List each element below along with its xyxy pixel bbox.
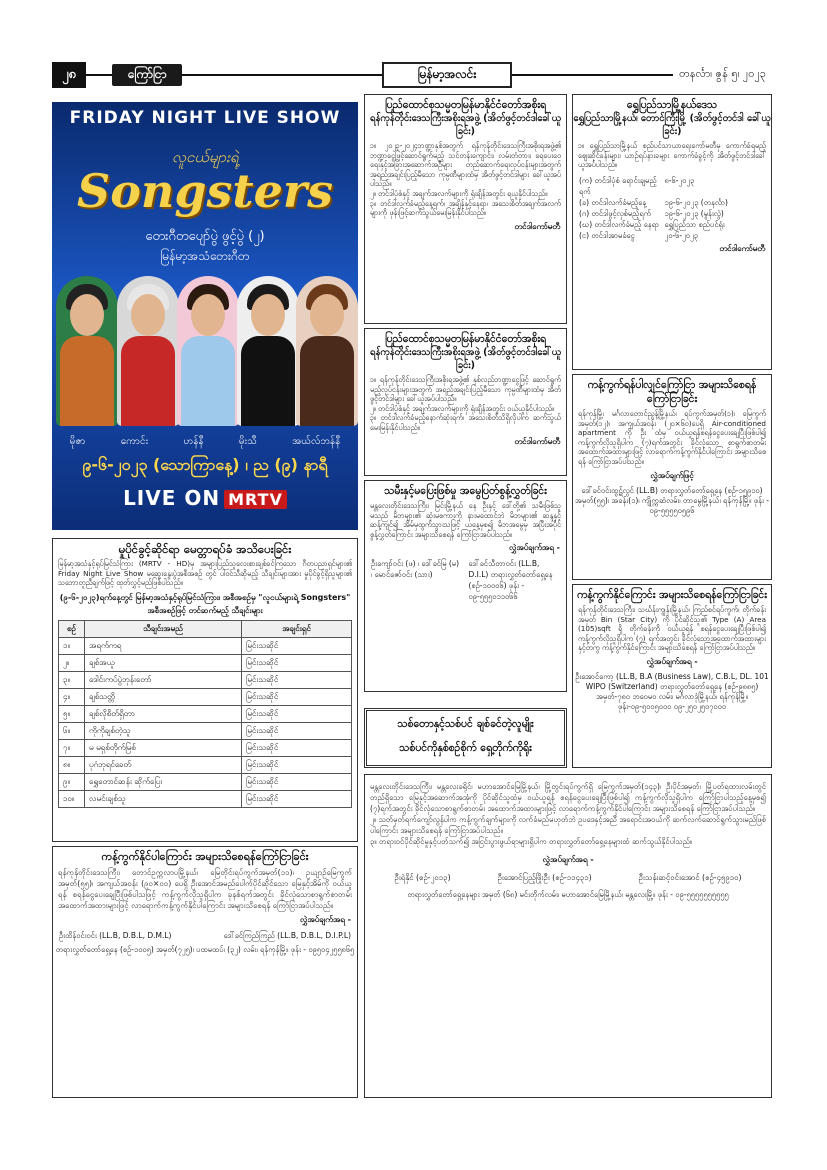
lawyer-signature: ဦးအောင်ပြည့်ဖြိုးဦး (စဉ်-၁၁၄၃၁) <box>497 873 592 882</box>
tender-schedule <box>573 173 771 243</box>
notice-signature: တင်ဒါကော်မတီ <box>719 243 765 253</box>
page-number: ၂၈ <box>52 62 86 88</box>
owner: မြင်းသဆိုင် <box>242 671 352 688</box>
singer-photo <box>56 276 118 426</box>
left-bottom-notice <box>52 846 358 1098</box>
col-header: သီချင်းအမည် <box>85 620 242 637</box>
notice-table-caption: (၉-၆-၂၀၂၃)ရက်နေ့တွင် မြန်မာ့အသံနှင့်ရုပ်မြင်သံကြား၊ အစီအစဉ်မှ "လူငယ်များရဲ့ Songsters" အစီအစဉ်ဖြင့် တင်ဆက်မည့် သီချင်းများ <box>59 592 351 615</box>
notice-body: မန္တလေးတိုင်းဒေသကြီး၊ မန္တလေးခရိုင်၊ မဟာအောင်မြေမြို့နယ်၊ မြို့တွင်းရပ်ကွက်ရှိ မြေကွက်အမှတ်(၁၄၃)၊ ဦးပိုင်အမှတ်၊ မြို့ပတ်ရထားလမ်းတွင်တည်ရှိသော မြေနှင့်အဆောက်အအုံကို ပိုင်ဆိုင်သူထံမှ ဝယ်ယူရန် စရန်ငွေပေးချေပြီးဖြစ်ပါ၍ ကန့်ကွက်လိုသူရှိပါက ကြော်ငြာပါသည့်နေ့မှစ၍ (၇)ရက်အတွင်း ခိုင်လုံသောစာရွက်စာတမ်း အထောက်အထားများဖြင့် လာရောက်ကန့်ကွက်နိုင်ပါကြောင်း အများသိစေရန် ကြော်ငြာအပ်ပါသည်။ ၂။ သတ်မှတ်ရက်ကျော်လွန်ပါက ကန့်ကွက်ချက်များကို လက်ခံမည်မဟုတ်ဘဲ ဥပဒေနှင့်အညီ အရောင်းအဝယ်ကို ဆက်လက်ဆောင်ရွက်သွားမည်ဖြစ်ပါကြောင်း အများသိစေရန် ကြော်ငြာအပ်ပါသည်။ ၃။ တရားဝင်ပိုင်ဆိုင်မှုနှင့်ပတ်သက်၍ အငြင်းပွားဖွယ်ရာများရှိပါက တရားလွှတ်တော်ရှေ့နေများထံ ဆက်သွယ်နိုင်ပါသည်။ <box>370 782 766 846</box>
lawyer-label: လွှဲအပ်ချက်အရ - <box>299 915 351 924</box>
schedule-value: ရွှေပြည်သာ စည်ပင်ရုံး <box>664 219 725 229</box>
section-label: ကြော်ငြာ <box>112 64 182 86</box>
table-row <box>59 637 352 654</box>
singer-photo <box>296 276 358 426</box>
right-tender <box>572 94 772 370</box>
poster-live-on <box>52 486 358 510</box>
bottom-wide-notice <box>364 774 772 1098</box>
lawyer-label: လွှဲအပ်ချက်ဖြင့် <box>650 470 694 480</box>
lawyer-address: တရားလွှတ်တော်ရှေ့နေ (စဉ်-၁၀၀၅) အမှတ်(၇၂၅)၊ ပထမထပ်၊ (၃၂) လမ်း၊ ရန်ကုန်မြို့။ ဖုန်း - ၀၉၅၀၄၂၅၅၈၆၅ <box>55 945 355 954</box>
song-title: ချစ်သတ္တိ <box>85 688 242 705</box>
lawyer-details: ဦးအောင်ကော့ (LL.B, B.A (Business Law), C.B.L, DL. 101 WIPO (Switzerland) တရားလွှတ်တော်ရှေ့နေ (စဉ်-၉၈၈၅) အမှတ်-၇၈၀ ဘဝေမဝ လမ်း၊ မင်္ဂလာဒုံမြို့နယ်၊ ရန်ကုန်မြို့။ ဖုန်း-၀၉-၅၀၀၅၀၀၀ ၀၉-၂၅၀၂၅၀၇၀၀၀ <box>575 671 769 711</box>
lawyer-details: ဒေါ်ခင်ဝင်းထွဋ်လွင် (LL.B) တရားလွှတ်တော်ရှေ့နေ (စဉ်-၁၅၉၁၀) အမှတ်(၅၅)၊ အခန်း(၁)၊ ကျိုက္ကဆံလမ်း၊ တာမွေမြို့နယ်၊ ရန်ကုန်မြို့။ ဖုန်း - ၀၉-၅၅၅၅၀၅၉၆ <box>575 485 769 515</box>
right-objection-1 <box>572 374 772 580</box>
song-title: ကိုကိုချစ်တဲ့သူ <box>85 722 242 739</box>
table-row <box>59 756 352 773</box>
table-row <box>59 688 352 705</box>
owner: မြင်းသဆိုင် <box>242 773 352 790</box>
notice-body: ၁။ ၂၀၂၃-၂၀၂၄ဘဏ္ဍာနှစ်အတွက် ရန်ကုန်တိုင်းဒေသကြီးအစိုးရအဖွဲ့၏ ဘဏ္ဍာငွေဖြင့်ဆောင်ရွက်မည့် သင်တန်းကျောင်း၊ လမ်းတံတား၊ ရေပေးဝေရေးနှင့်အခြားအဆောက်အဦများ တည်ဆောက်ရေးလုပ်ငန်းများအတွက် အရည်အချင်းပြည့်မီသော ကုမ္ပဏီများထံမှ အိတ်ဖွင့်တင်ဒါများ ခေါ်ယူအပ်ပါသည်။ ၂။ တင်ဒါပုံစံနှင့် အချက်အလက်များကို ရုံးချိန်အတွင်း ရယူနိုင်ပါသည်။ ၃။ တင်ဒါလက်ခံမည့်နေ့ရက်၊ အချိန်နှင့်နေရာ၊ အသေးစိတ်အချက်အလက်များကို ဖုန်းဖြင့်ဆက်သွယ်မေးမြန်းနိုင်ပါသည်။ <box>370 141 561 218</box>
concert-poster <box>52 102 358 530</box>
notice-title: ပြည်ထောင်စုသမ္မတမြန်မာနိုင်ငံတော်အစိုးရ <box>384 99 547 111</box>
col-header: စဉ် <box>59 620 85 637</box>
lawyer-label: လွှဲအပ်ချက်အရ - <box>508 543 560 553</box>
notice-title: ကန့်ကွက်နိုင်ကြောင်း အများသိစေရန်ကြော်ငြာခြင်း <box>577 589 767 601</box>
poster-brand: Songsters <box>76 164 334 218</box>
lawyer-signature: ဦးရဲနိုင် (စဉ်-၂၀၁၃) <box>394 873 451 882</box>
schedule-value: ၁၉-၆-၂၀၂၃ (မွန်းလွဲ) <box>664 208 724 218</box>
singer-names <box>52 434 358 449</box>
slogan-box <box>364 708 567 768</box>
notice-body: မြန်မာ့အသံနှင့်ရုပ်မြင်သံကြား (MRTV - HD)မှ အများပြည်သူလေးစားချစ်ခင်ကြသော ဂီတပညာရှင်များ၏ Friday Night Live Show မဆွေးနွေးပွဲအစီအစဉ် တွင် ပါဝင်သီဆိုမည့် သီချင်းများအား မှုပိုင်ခွင့်ရှိသူများ၏ သဘောတူညီချက်ဖြင့် ထုတ်လွှင့်မည်ဖြစ်ပါသည်။ <box>58 559 352 588</box>
notice-body: ရန်ကုန်တိုင်းဒေသကြီး၊ သင်္ဃန်းကျွန်းမြို့နယ်၊ ကြည်စင်ရပ်ကွက်၊ တိုက်ခန်းအမှတ် Bin (Star City) ကို ပိုင်ဆိုင်သူ၏ Type (A) Area (105)sqft ရှိ တိုက်ခန်းကို ဝယ်ယူရန် စရန်ငွေပေးချေပြီးဖြစ်ပါ၍ ကန့်ကွက်လိုသူရှိပါက (၇) ရက်အတွင်း ခိုင်လုံသောအထောက်အထားများနှင့်တကွ ကန့်ကွက်နိုင်ကြောင်း အများသိစေရန် ကြော်ငြာအပ်ပါသည်။ <box>578 605 766 653</box>
notice-body: ရန်ကုန်မြို့၊ မင်္ဂလာတောင်ညွန့်မြို့နယ်၊ ရပ်ကွက်အမှတ်(၁)၊ မြေကွက်အမှတ်(၁၂)၊ အကျယ်အဝန်း (၂၀×၆၀)ပေရှိ Air-conditioned apartment ကို ဦး ထံမှ ဝယ်ယူရန်စရန်ငွေပေးချေပြီးဖြစ်ပါ၍ ကန့်ကွက်လိုသူရှိပါက (၇)ရက်အတွင်း ခိုင်လုံသော စာရွက်စာတမ်းအထောက်အထားများဖြင့် လာရောက်ကန့်ကွက်နိုင်ပါကြောင်း အများသိစေရန် ကြော်ငြာအပ်ပါသည်။ <box>578 409 766 466</box>
center-disinherit <box>364 480 567 692</box>
row-number: ၆။ <box>59 722 85 739</box>
office-address: တရားလွှတ်တော်ရှေ့နေများ အမှတ် (၆၈) မင်းတိုက်လမ်း၊ မဟာအောင်မြေမြို့နယ်၊ မန္တလေးမြို့။ ဖုန်း - ၀၉-၅၅၅၅၅၅၅၅၅၅ <box>407 890 729 899</box>
row-number: ၈။ <box>59 756 85 773</box>
poster-subtitle: တေးဂီတပျော်ပွဲ ဖွင့်ပွဲ (၂) <box>145 229 265 244</box>
table-row <box>59 773 352 790</box>
schedule-label: (ဃ) တင်ဒါလက်ခံမည့် နေရာ <box>579 219 660 229</box>
poster-show-title: FRIDAY NIGHT LIVE SHOW <box>69 108 341 128</box>
masthead-logo: မြန်မာ့အလင်း <box>382 62 512 88</box>
notice-song-list <box>52 538 358 842</box>
poster-subtitle-2: မြန်မာ့အသံတေးဂီတ <box>160 249 250 263</box>
notice-signature: တင်ဒါကော်မတီ <box>514 221 560 231</box>
song-table <box>58 620 352 808</box>
table-row <box>59 790 352 807</box>
notice-title: ကန့်ကွက်ရန်ပါလျှင်ကြော်ငြာ အများသိစေရန်ကြော်ငြာခြင်း <box>587 379 757 405</box>
song-title: မ မရှစ်တိုက်မြစ် <box>85 739 242 756</box>
row-number: ၃။ <box>59 671 85 688</box>
issue-date: တနင်္လာ၊ ဇွန် ၅၊ ၂၀၂၃ <box>673 64 772 86</box>
singer-name: ကောင်း <box>120 436 149 447</box>
schedule-label: (က) တင်ဒါပုံစံ ရောင်းချမည့်ရက် <box>579 175 657 196</box>
schedule-row <box>579 219 765 230</box>
owner: မြင်းသဆိုင် <box>242 722 352 739</box>
lawyer-name: ဒေါ်ခင်ကြည်ကြည် (LL.B, D.B.L, D.I.P.L) <box>223 931 351 940</box>
poster-script-line: လူငယ်များရဲ့ <box>172 148 239 166</box>
singer-name: မိုးသီ <box>238 436 257 447</box>
poster-datetime: ၉-၆-၂၀၂၃ (သောကြာနေ့) ၊ ည (၉) နာရီ <box>82 455 328 474</box>
notice-subtitle: ရန်ကုန်တိုင်းဒေသကြီးအစိုးရအဖွဲ့ (အိတ်ဖွင့်တင်ဒါခေါ်ယူခြင်း) <box>370 113 561 137</box>
notice-body: ရန်ကုန်တိုင်းဒေသကြီး၊ တောင်ဥက္ကလာပမြို့နယ်၊ မြေတိုင်းရပ်ကွက်အမှတ်(၁၁)၊ ဥယျာဉ်မြေကွက်အမှတ်(၅၅)၊ အကျယ်အဝန်း (၉၀×၀၀) ပေရှိ ဦးအောင်အမည်ပေါက်ပိုင်ဆိုင်သော မြေနှင့်အိမ်ကို ဝယ်ယူရန် စရန်ငွေပေးချေပြီးဖြစ်ပါသဖြင့် ကန့်ကွက်လိုသူရှိပါက ခုနစ်ရက်အတွင်း ခိုင်လုံသောစာရွက်စာတမ်းအထောက်အထားများဖြင့် လာရောက်ကန့်ကွက်နိုင်ပါကြောင်း အများသိစေရန် ကြော်ငြာအပ်ပါသည်။ <box>58 868 352 910</box>
owner: မြင်းသဆိုင် <box>242 637 352 654</box>
notice-signature: တင်ဒါကော်မတီ <box>514 436 560 446</box>
table-row <box>59 705 352 722</box>
lawyer-name: ဦးထိန်ဝင်းဝင်း (LL.B, D.B.L, D.M.L) <box>59 931 172 940</box>
owner: မြင်းသဆိုင် <box>242 705 352 722</box>
schedule-label: (ဂ) တင်ဒါဖွင့်လှစ်မည့်ရက် <box>579 208 652 218</box>
center-tender-2 <box>364 328 567 476</box>
live-on-label: LIVE ON <box>123 486 221 510</box>
owner: မြင်းသဆိုင် <box>242 654 352 671</box>
singer-name: မိုဇာ <box>69 436 86 447</box>
schedule-row <box>579 175 765 197</box>
song-title: ချစ်အယူ <box>85 654 242 671</box>
table-row <box>59 671 352 688</box>
notice-title: ကန့်ကွက်နိုင်ပါကြောင်း အများသိစေရန်ကြော်ငြာခြင်း <box>101 850 309 863</box>
table-row <box>59 654 352 671</box>
schedule-row <box>579 230 765 241</box>
row-number: ၁။ <box>59 637 85 654</box>
lawyer-signature: ဦးသန်းဆင့်ဝင်းအောင် (စဉ်-၄၅၉၁၀) <box>638 873 742 882</box>
schedule-row <box>579 197 765 208</box>
owner: မြင်းသဆိုင် <box>242 739 352 756</box>
right-objection-2 <box>572 584 772 768</box>
notice-title: ရွှေပြည်သာမြို့နယ်ဒေသ <box>626 99 718 111</box>
row-number: ၅။ <box>59 705 85 722</box>
singer-photo <box>237 276 299 426</box>
table-row <box>59 722 352 739</box>
slogan-line: သစ်ပင်ကိုနှစ်စဉ်စိုက် ရှေ့တိုက်ကိုရိုး <box>399 742 532 754</box>
page-header <box>52 62 772 88</box>
notice-subtitle: ရွှေပြည်သာမြို့နယ်၊ တောင်ကြီးမြို့ (အိတ်ဖွင့်တင်ဒါ ခေါ်ယူခြင်း) <box>573 113 771 137</box>
notice-title: ပြည်ထောင်စုသမ္မတမြန်မာနိုင်ငံတော်အစိုးရ <box>384 333 547 345</box>
owner: မြင်းသဆိုင် <box>242 756 352 773</box>
lawyer-label: လွှဲအပ်ချက်အရ - <box>542 855 594 864</box>
song-title: လမင်းချစ်သူ <box>85 790 242 807</box>
song-title: ချစ်လိုစိတ်ရှိတာ <box>85 705 242 722</box>
table-row <box>59 739 352 756</box>
row-number: ၄။ <box>59 688 85 705</box>
lawyer-label: လွှဲအပ်ချက်အရ - <box>646 656 698 666</box>
song-title: အရက်ကရ <box>85 637 242 654</box>
owner: မြင်းသဆိုင် <box>242 790 352 807</box>
schedule-value: ၂၀-၆-၂၀၂၃ <box>664 230 698 240</box>
singer-name: ဟန်နီ <box>183 436 204 447</box>
schedule-label: (င) တင်ဒါအာမခံငွေ <box>579 230 635 240</box>
schedule-label: (ခ) တင်ဒါလက်ခံမည့်နေ့ <box>579 197 647 207</box>
schedule-row <box>579 208 765 219</box>
notice-body: မန္တလေးတိုင်းဒေသကြီး၊ မြင်းမြို့နယ် နေ ဦးနှင့် ဒေါ်တို့၏ သမီးဖြစ်သူ မသည် မိဘများ၏ ဆုံးမစကားကို နားမထောင်ဘဲ မိဘများ၏ ဆန္ဒနှင့်ဆန့်ကျင်၍ အိမ်မှထွက်သွားသဖြင့် ယနေ့မှစ၍ မိဘအမွေမှ အပြီးအပိုင် စွန့်လွှတ်ကြောင်း အများသိစေရန် ကြော်ငြာအပ်ပါသည်။ <box>370 501 561 539</box>
song-title: ပုဂံဘုရင်ခေတ် <box>85 756 242 773</box>
song-title: ဒေါင်းကပ်ပွဲဘုန်းတော် <box>85 671 242 688</box>
schedule-value: ၁၉-၆-၂၀၂၃ (တနင်္လာ) <box>664 197 728 207</box>
lawyer-name: ဒေါ်ခင်သီတာဝင်း (LL.B, D.I.L) တရားလွှတ်တော်ရှေ့နေ (စဉ်-၁၀၀၀၆) ဖုန်း - ၀၉-၅၅၅၀၁၁၀၆၆ <box>468 559 553 602</box>
center-tender-1 <box>364 94 567 324</box>
parent-names: ဦးကျော်ဝင်း (ဖ) ၊ ဒေါ်ခင်မြ (မ) ၊ မောင်ဇော်ဝင်း (သား) <box>371 559 460 580</box>
notice-body: ၁။ ရွှေပြည်သာမြို့နယ် စည်ပင်သာယာရေးကော်မတီမှ ကောက်ခံရမည့် ဈေးဆိုင်ခန်းများ၊ ယာဉ်ရပ်နားခများ ကောက်ခံခွင့်ကို အိတ်ဖွင့်တင်ဒါခေါ်ယူအပ်ပါသည်။ <box>578 141 766 170</box>
singer-name: အယ်လ်ဘန်နီ <box>292 436 341 447</box>
notice-body: ၁။ ရန်ကုန်တိုင်းဒေသကြီးအစိုးရအဖွဲ့၏ နှစ်လည်ဘဏ္ဍာငွေဖြင့် ဆောင်ရွက်မည့်လုပ်ငန်းများအတွက် အရည်အချင်းပြည့်မီသော ကုမ္ပဏီများထံမှ အိတ်ဖွင့်တင်ဒါများ ခေါ်ယူအပ်ပါသည်။ ၂။ တင်ဒါပုံစံနှင့် အချက်အလက်များကို ရုံးချိန်အတွင်း ဝယ်ယူနိုင်ပါသည်။ ၃။ တင်ဒါလက်ခံမည့်နောက်ဆုံးရက်၊ အသေးစိတ်သိရှိလိုပါက ဆက်သွယ်မေးမြန်းနိုင်ပါသည်။ <box>370 375 561 432</box>
song-title: ရွှေတောင်ဆန်း ဆိုက်ပြေး <box>85 773 242 790</box>
notice-title: မှုပိုင်ခွင့်ဆိုင်ရာ မေတ္တာရပ်ခံ အသိပေးခြင်း <box>118 542 292 556</box>
owner: မြင်းသဆိုင် <box>242 688 352 705</box>
schedule-value: ၈-၆-၂၀၂၃ <box>664 175 695 185</box>
slogan-line: သစ်တောနှင့်သစ်ပင် ချစ်ခင်တဲ့လူမျိုး <box>397 718 534 730</box>
singer-photo <box>177 276 239 426</box>
col-header: အချင်းရှင် <box>242 620 352 637</box>
row-number: ၉။ <box>59 773 85 790</box>
row-number: ၇။ <box>59 739 85 756</box>
row-number: ၂။ <box>59 654 85 671</box>
notice-subtitle: ရန်ကုန်တိုင်းဒေသကြီးအစိုးရအဖွဲ့ (အိတ်ဖွင့်တင်ဒါခေါ်ယူခြင်း) <box>370 347 561 371</box>
mrtv-logo: MRTV <box>224 490 287 509</box>
singer-photo <box>117 276 179 426</box>
row-number: ၁၀။ <box>59 790 85 807</box>
notice-title: သမီးနှင့်မပြေးဖြစ်မှု အမွေပြတ်စွန့်လွှတ်ခြင်း <box>384 485 547 497</box>
